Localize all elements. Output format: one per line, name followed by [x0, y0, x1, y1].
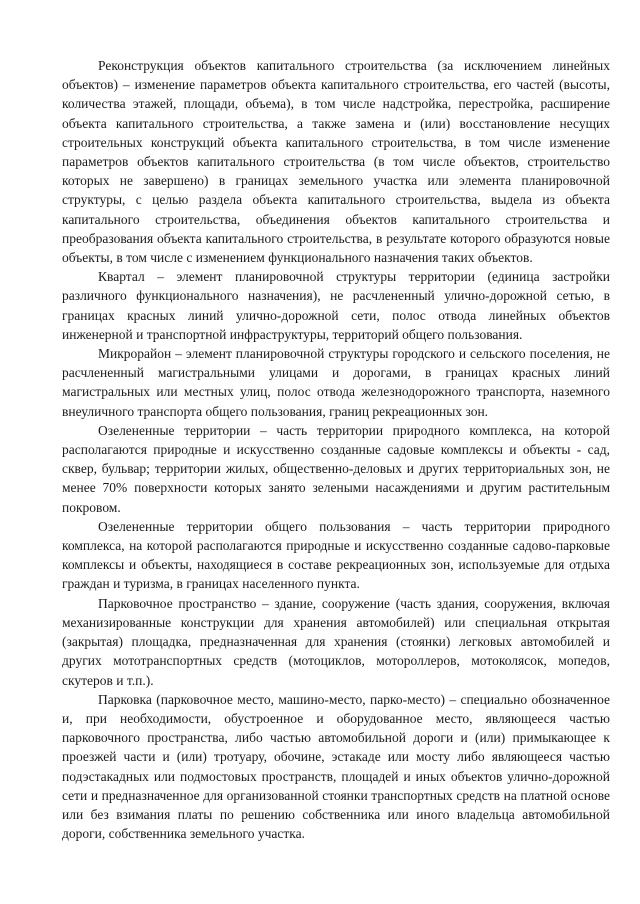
paragraph-reconstruction: Реконструкция объектов капитального строительства (за исключением линейных объектов) – изменение параметров объекта капитального строительства, его частей (высоты, количества этажей, площади, объема), в том числе надстройка, перестройка, расширение объекта капитального строительства, а также замена и (или) восстановление несущих строительных конструкций объекта капитального строительства, в том числе изменение параметров объектов капитального строительства (в том числе объектов, строительство которых не завершено) в границах земельного участка или элемента планировочной структуры, с целью раздела объекта капитального строительства, выдела из объекта капитального строительства, объединения объектов капитального строительства и преобразования объекта капитального строительства, в результате которого образуются новые объекты, в том числе с изменением функционального назначения таких объектов. — [62, 58, 610, 266]
document-page — [62, 56, 610, 843]
paragraph-kvartal: Квартал – элемент планировочной структуры территории (единица застройки различного функционального назначения), не расчлененный улично-дорожной сетью, в границах красных линий улично-дорожной сети, полос отвода линейных объектов инженерной и транспортной инфраструктуры, территорий общего пользования. — [62, 269, 610, 342]
paragraph-public-green-territories: Озелененные территории общего пользования – часть территории природного комплекса, на которой располагаются природные и искусственно созданные садово-парковые комплексы и объекты, находящиеся в составе рекреационных зон, используемые для отдыха граждан и туризма, в границах населенного пункта. — [62, 518, 610, 592]
paragraph-parking-place: Парковка (парковочное место, машино-место, парко-место) – специально обозначенное и, при необходимости, обустроенное и оборудованное место, являющееся частью парковочного пространства, либо частью автомобильной дороги и (или) примыкающее к проезжей части и (или) тротуару, обочине, эстакаде или мосту либо являющееся частью подэстакадных или подмостовых пространств, площадей и иных объектов улично-дорожной сети и предназначенное для организованной стоянки транспортных средств на платной основе или без взимания платы по решению собственника или иного владельца автомобильной дороги, собственника земельного участка. — [62, 691, 610, 842]
paragraph-parking-space: Парковочное пространство – здание, сооружение (часть здания, сооружения, включая механизированные конструкции для хранения автомобилей) или специальная открытая (закрытая) площадка, предназначенная для хранения (стоянки) легковых автомобилей и других мототранспортных средств (мотоциклов, мотороллеров, мотоколясок, мопедов, скутеров и т.п.). — [62, 595, 610, 688]
paragraph-mikrorayon: Микрорайон – элемент планировочной структуры городского и сельского поселения, не расчлененный магистральными улицами и дорогами, в границах красных линий магистральных или местных улиц, полос отвода железнодорожного транспорта, наземного внеуличного транспорта общего пользования, границ рекреационных зон. — [62, 346, 610, 419]
paragraph-green-territories: Озелененные территории – часть территории природного комплекса, на которой располагаются природные и искусственно созданные садовые комплексы и объекты - сад, сквер, бульвар; территории жилых, общественно-деловых и других территориальных зон, не менее 70% поверхности которых занято зелеными насаждениями и другим растительным покровом. — [62, 422, 610, 515]
